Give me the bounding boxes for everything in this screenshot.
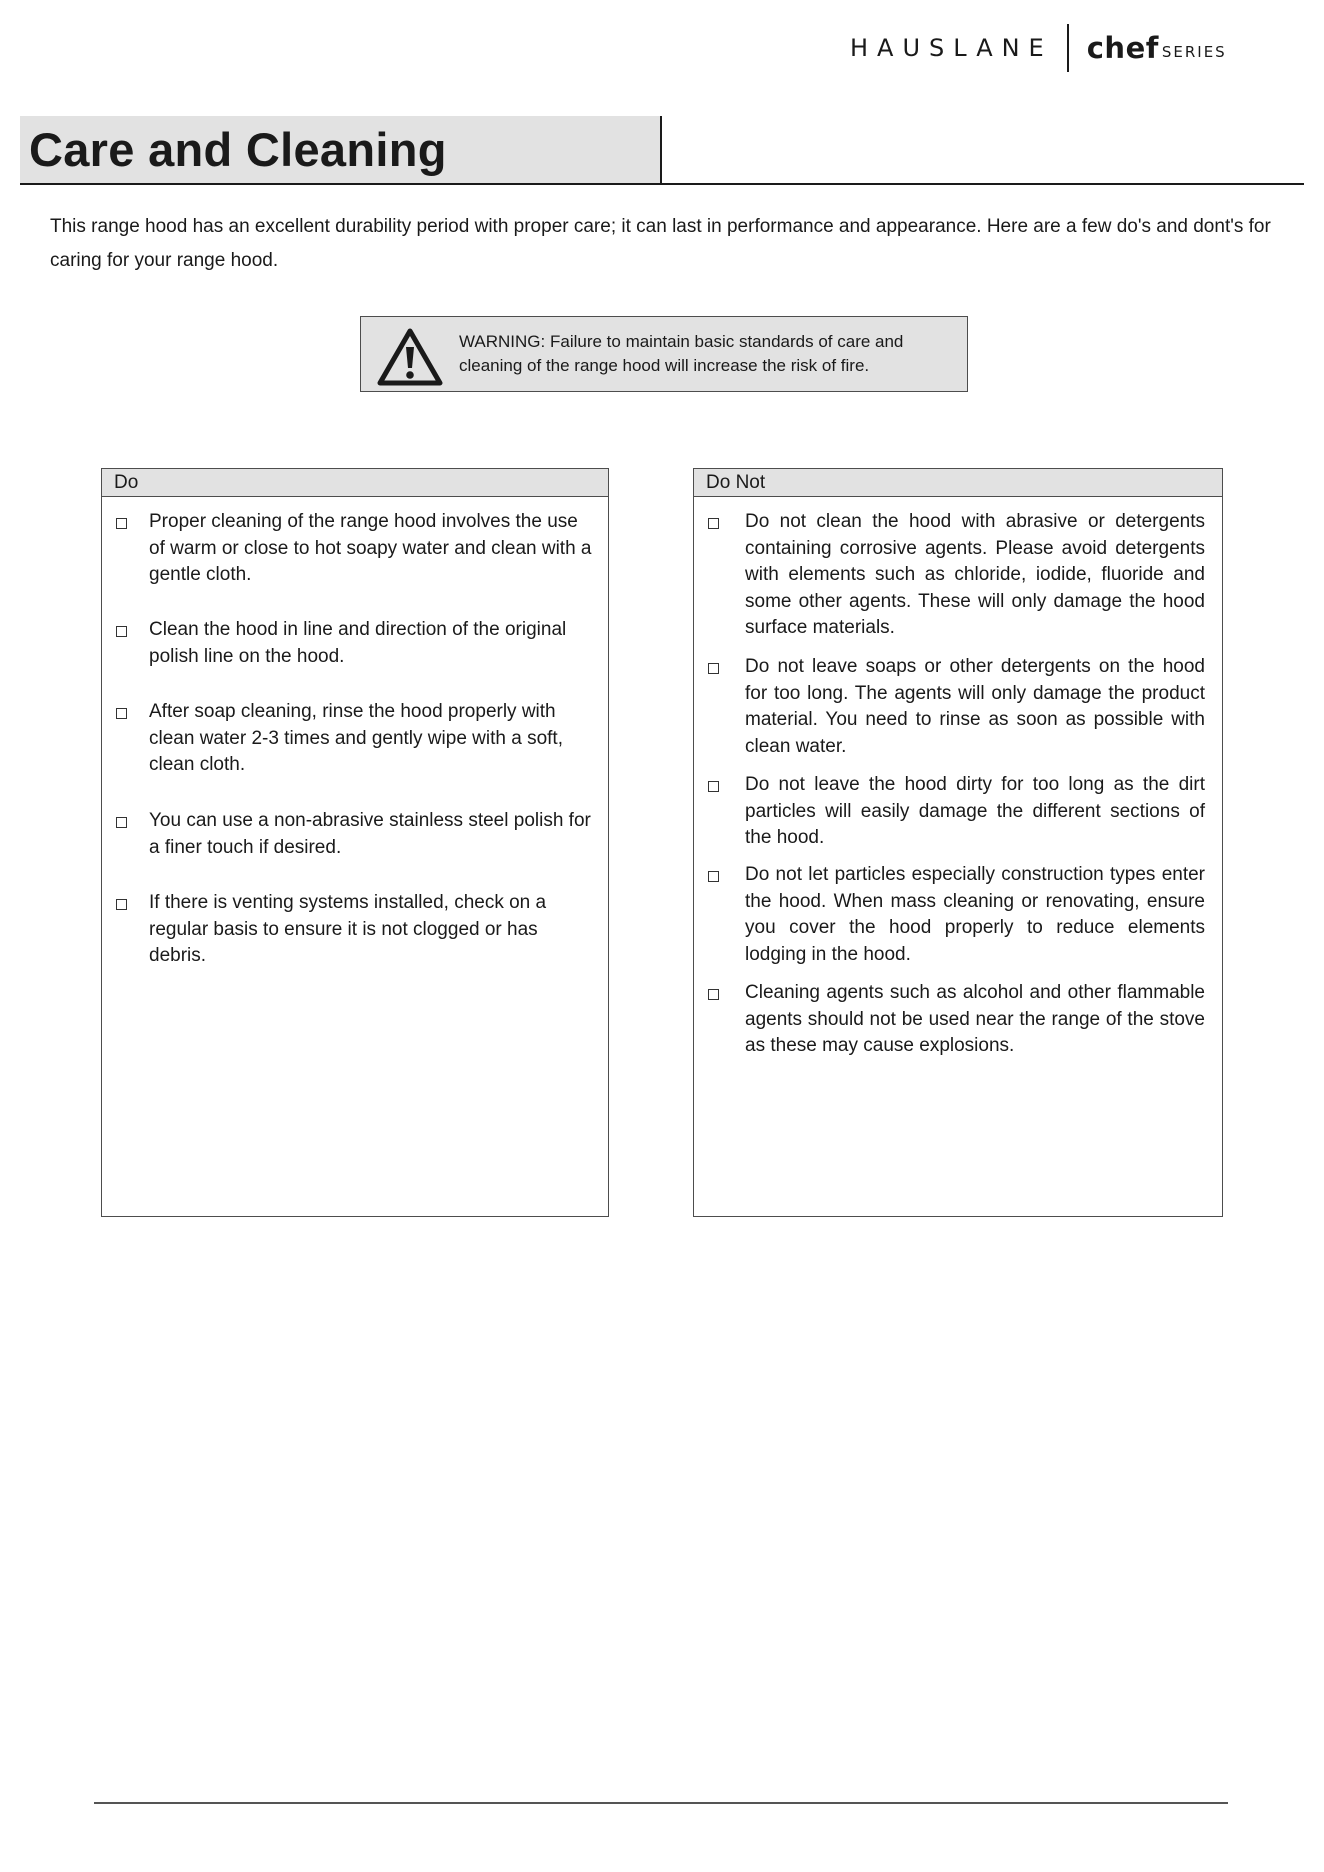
do-panel <box>101 468 609 1217</box>
intro-paragraph: This range hood has an excellent durability period with proper care; it can last in performance and appearance. Here are a few do's and dont's for caring for your range hood. <box>50 216 1271 271</box>
brand-logo-chef: chef <box>1086 31 1159 65</box>
checkbox-icon <box>116 626 127 637</box>
do-not-panel <box>693 468 1223 1217</box>
warning-text: WARNING: Failure to maintain basic standards of care and cleaning of the range hood will increase the risk of fire. <box>459 332 904 375</box>
brand-header <box>850 22 1227 74</box>
warning-triangle-icon <box>377 327 443 387</box>
checkbox-icon <box>116 899 127 910</box>
brand-logo-series: SERIES <box>1161 43 1227 61</box>
do-not-panel-heading: Do Not <box>694 469 1222 497</box>
page-title: Care and Cleaning <box>29 123 447 176</box>
checkbox-icon <box>116 817 127 828</box>
list-item-text: Do not let particles especially construction types enter the hood. When mass cleaning or renovating, ensure you cover the hood properly to reduce elements lodging in the hood. <box>745 864 1205 965</box>
warning-box <box>360 316 968 392</box>
list-item-text: Do not clean the hood with abrasive or detergents containing corrosive agents. Please avoid detergents with elements such as chloride, iodide, fluoride and some other agents. These will only damage the hood surface materials. <box>745 511 1205 638</box>
list-item-text: Do not leave the hood dirty for too long as the dirt particles will easily damage the different sections of the hood. <box>745 774 1205 848</box>
checkbox-icon <box>116 518 127 529</box>
title-underline <box>20 183 1304 185</box>
list-item-text: Do not leave soaps or other detergents on the hood for too long. The agents will only damage the product material. You need to rinse as soon as possible with clean water. <box>745 656 1205 757</box>
do-panel-heading: Do <box>102 469 608 497</box>
brand-divider <box>1067 24 1069 72</box>
list-item-text: After soap cleaning, rinse the hood properly with clean water 2-3 times and gently wipe with a soft, clean cloth. <box>149 701 563 775</box>
brand-logo-hauslane: HAUSLANE <box>850 34 1053 62</box>
list-item-text: Clean the hood in line and direction of the original polish line on the hood. <box>149 619 567 667</box>
list-item-text: Proper cleaning of the range hood involves the use of warm or close to hot soapy water and clean with a gentle cloth. <box>149 511 592 585</box>
section-title-bar <box>20 116 662 184</box>
checkbox-icon <box>708 871 719 882</box>
checkbox-icon <box>708 518 719 529</box>
checkbox-icon <box>708 989 719 1000</box>
checkbox-icon <box>116 708 127 719</box>
list-item-text: If there is venting systems installed, check on a regular basis to ensure it is not clogged or has debris. <box>149 892 547 966</box>
list-item-text: You can use a non-abrasive stainless steel polish for a finer touch if desired. <box>149 810 591 858</box>
list-item-text: Cleaning agents such as alcohol and other flammable agents should not be used near the range of the stove as these may cause explosions. <box>745 982 1205 1056</box>
checkbox-icon <box>708 663 719 674</box>
checkbox-icon <box>708 781 719 792</box>
footer-rule <box>94 1802 1228 1804</box>
